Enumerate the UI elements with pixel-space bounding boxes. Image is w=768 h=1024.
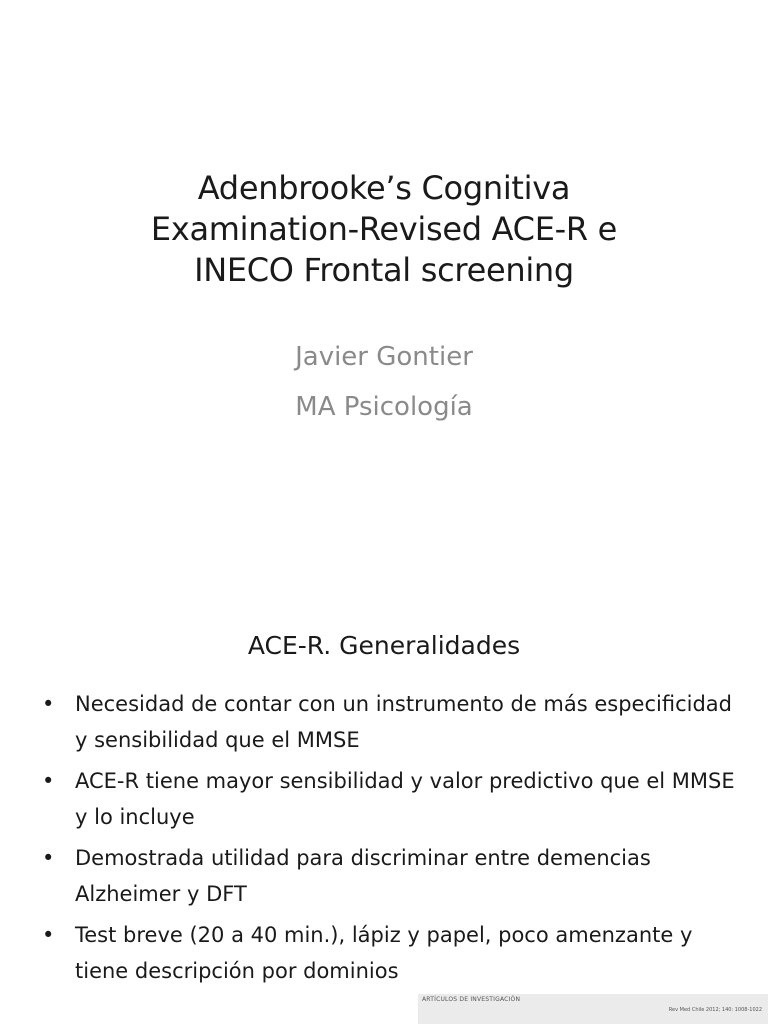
slide-title [60,168,708,291]
journal-section-label: ARTÍCULOS DE INVESTIGACIÓN [422,996,521,1003]
bullet-item [40,917,740,989]
journal-citation: Rev Med Chile 2012; 140: 1008-1022 [668,1007,762,1013]
bullet-icon: • [42,846,55,870]
bullet-text: Test breve (20 a 40 min.), lápiz y papel, poco amenzante y tiene descripción por dominios [75,923,693,983]
slide-subtitle [60,332,708,432]
bullet-icon: • [42,692,55,716]
author-degree: MA Psicología [295,392,473,422]
bullet-item [40,763,740,835]
title-line: Examination-Revised ACE-R e [150,210,618,248]
bullet-item [40,686,740,758]
content-slide [0,560,768,1024]
bullet-list [40,686,740,994]
bullet-text: ACE-R tiene mayor sensibilidad y valor predictivo que el MMSE y lo incluye [75,769,735,829]
bullet-icon: • [42,923,55,947]
bullet-text: Demostrada utilidad para discriminar entre demencias Alzheimer y DFT [75,846,651,906]
bullet-text: Necesidad de contar con un instrumento de más especificidad y sensibilidad que el MMSE [75,692,732,752]
bullet-item [40,840,740,912]
bullet-icon: • [42,769,55,793]
author-name: Javier Gontier [295,342,473,372]
title-line: INECO Frontal screening [194,251,574,289]
section-title: ACE-R. Generalidades [247,631,521,660]
title-line: Adenbrooke’s Cognitiva [197,169,571,207]
